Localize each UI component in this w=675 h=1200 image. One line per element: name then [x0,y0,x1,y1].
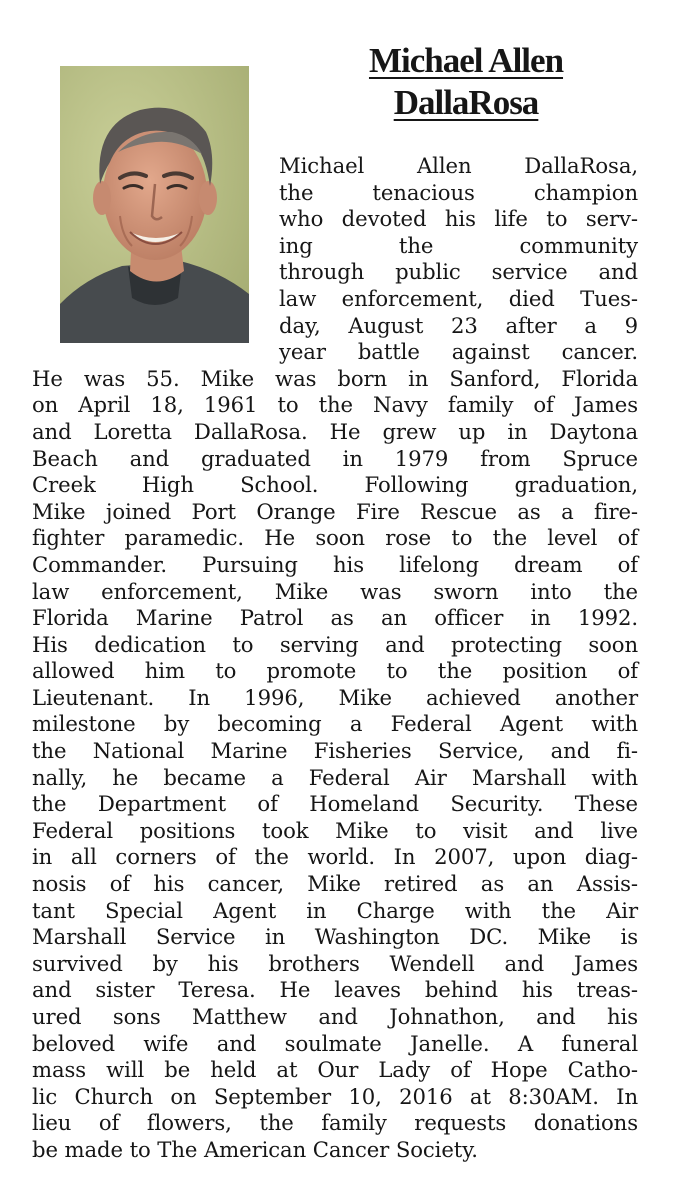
body-line: lic Church on September 10, 2016 at 8:30AM. In [32,1083,638,1109]
body-line: law enforcement, Mike was sworn into the [32,578,638,604]
body-line: beloved wife and soulmate Janelle. A funeral [32,1030,638,1056]
body-line: fighter paramedic. He soon rose to the level of [32,525,638,551]
body-line: through public service and [279,259,638,285]
body-line: and Loretta DallaRosa. He grew up in Daytona [32,418,638,444]
title-line-2: DallaRosa [393,83,539,122]
body-line: the tenacious champion [279,179,638,205]
body-line: be made to The American Cancer Society. [32,1136,478,1162]
body-line: Mike joined Port Orange Fire Rescue as a fire- [32,498,638,524]
body-line: and sister Teresa. He leaves behind his treas- [32,977,638,1003]
body-line: nally, he became a Federal Air Marshall with [32,764,638,790]
body-line: lieu of flowers, the family requests donations [32,1110,638,1136]
body-line: He was 55. Mike was born in Sanford, Florida [32,365,638,391]
body-line: tant Special Agent in Charge with the Air [32,897,638,923]
body-line: law enforcement, died Tues- [279,285,638,311]
body-line: ing the community [279,232,638,258]
body-line: His dedication to serving and protecting soon [32,631,638,657]
body-line: survived by his brothers Wendell and James [32,950,638,976]
body-line: the National Marine Fisheries Service, and fi- [32,738,638,764]
title-line-1: Michael Allen [368,41,564,80]
body-line: milestone by becoming a Federal Agent with [32,711,638,737]
body-line: on April 18, 1961 to the Navy family of James [32,392,638,418]
body-line: Lieutenant. In 1996, Mike achieved another [32,684,638,710]
body-line: Marshall Service in Washington DC. Mike is [32,924,638,950]
body-line: Michael Allen DallaRosa, [279,153,638,178]
body-line: mass will be held at Our Lady of Hope Catho- [32,1057,638,1083]
body-line: Federal positions took Mike to visit and live [32,817,638,843]
body-line: Creek High School. Following graduation, [32,472,638,498]
obituary-title [294,40,638,124]
body-line: day, August 23 after a 9 [279,312,638,338]
obituary-body [32,153,638,1164]
body-line: nosis of his cancer, Mike retired as an Assis- [32,871,638,897]
body-line: year battle against cancer. [279,339,638,365]
body-line: the Department of Homeland Security. These [32,791,638,817]
body-line: ured sons Matthew and Johnathon, and his [32,1004,638,1029]
body-line: Beach and graduated in 1979 from Spruce [32,445,638,471]
body-line: who devoted his life to serv- [279,206,638,232]
body-line: allowed him to promote to the position of [32,658,638,684]
body-line: Florida Marine Patrol as an officer in 1992. [32,605,638,631]
body-line: Commander. Pursuing his lifelong dream of [32,551,638,577]
body-line: in all corners of the world. In 2007, upon diag- [32,844,638,870]
